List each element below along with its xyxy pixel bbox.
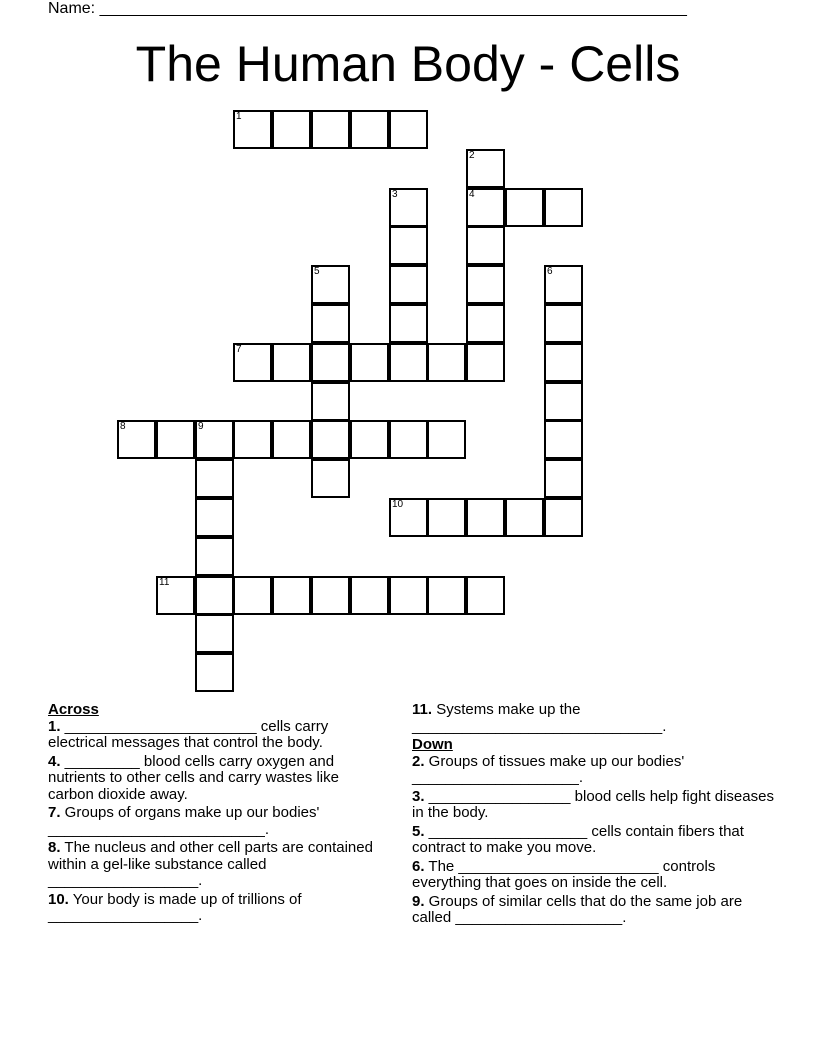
clue-across-1 <box>48 719 388 752</box>
cell-number: 1 <box>236 111 242 122</box>
crossword-cell[interactable] <box>195 420 234 459</box>
clue-number: 6. <box>412 857 425 875</box>
clue-text: Systems make up the ______________________________. <box>412 701 667 735</box>
across-heading: Across <box>48 701 99 718</box>
clue-text: Groups of similar cells that do the same job are called ____________________. <box>412 892 743 926</box>
clues-right-column <box>412 702 782 929</box>
crossword-cell[interactable] <box>233 576 272 615</box>
clue-text: The nucleus and other cell parts are contained within a gel-like substance called __________________. <box>48 839 373 889</box>
crossword-cell[interactable] <box>389 110 428 149</box>
crossword-cell[interactable] <box>505 188 544 227</box>
crossword-cell[interactable] <box>233 343 272 382</box>
crossword-cell[interactable] <box>466 576 505 615</box>
clues-left-column <box>48 702 388 927</box>
crossword-cell[interactable] <box>117 420 156 459</box>
clue-number: 5. <box>412 822 425 840</box>
clue-text: ___________________ cells contain fibers that contract to make you move. <box>412 822 744 856</box>
crossword-cell[interactable] <box>389 498 428 537</box>
crossword-cell[interactable] <box>427 576 466 615</box>
cell-number: 5 <box>314 266 320 277</box>
crossword-cell[interactable] <box>389 226 428 265</box>
crossword-cell[interactable] <box>311 420 350 459</box>
crossword-cell[interactable] <box>389 343 428 382</box>
crossword-cell[interactable] <box>544 343 583 382</box>
crossword-cell[interactable] <box>466 149 505 188</box>
crossword-cell[interactable] <box>272 576 311 615</box>
crossword-cell[interactable] <box>544 459 583 498</box>
crossword-cell[interactable] <box>195 459 234 498</box>
clue-down-5 <box>412 824 782 857</box>
clue-down-6 <box>412 859 782 892</box>
crossword-cell[interactable] <box>233 110 272 149</box>
crossword-cell[interactable] <box>311 110 350 149</box>
clue-text: The ________________________ controls everything that goes on inside the cell. <box>412 857 716 891</box>
crossword-cell[interactable] <box>389 576 428 615</box>
name-field-label: Name: __________________________________________________________________ <box>48 0 687 17</box>
crossword-cell[interactable] <box>195 537 234 576</box>
clue-number: 3. <box>412 787 425 805</box>
clue-number: 1. <box>48 717 61 735</box>
clue-text: _________ blood cells carry oxygen and nutrients to other cells and carry wastes like carbon dioxide away. <box>48 752 339 803</box>
clue-number: 8. <box>48 839 61 856</box>
clue-down-2 <box>412 754 782 787</box>
crossword-cell[interactable] <box>195 653 234 692</box>
crossword-cell[interactable] <box>466 188 505 227</box>
clue-across-4 <box>48 754 388 804</box>
cell-number: 10 <box>392 499 404 510</box>
crossword-cell[interactable] <box>389 304 428 343</box>
crossword-cell[interactable] <box>350 420 389 459</box>
cell-number: 6 <box>547 266 553 277</box>
crossword-cell[interactable] <box>466 265 505 304</box>
crossword-cell[interactable] <box>544 382 583 421</box>
crossword-cell[interactable] <box>272 420 311 459</box>
clue-number: 4. <box>48 752 61 770</box>
crossword-cell[interactable] <box>544 498 583 537</box>
crossword-cell[interactable] <box>466 304 505 343</box>
crossword-cell[interactable] <box>466 343 505 382</box>
cell-number: 7 <box>236 344 242 355</box>
crossword-cell[interactable] <box>233 420 272 459</box>
clue-text: _________________ blood cells help fight diseases in the body. <box>412 787 774 821</box>
crossword-cell[interactable] <box>544 420 583 459</box>
crossword-cell[interactable] <box>350 343 389 382</box>
puzzle-title: The Human Body - Cells <box>135 36 681 92</box>
clue-text: Groups of organs make up our bodies' __________________________. <box>48 804 320 838</box>
crossword-cell[interactable] <box>389 265 428 304</box>
cell-number: 2 <box>469 150 475 161</box>
crossword-cell[interactable] <box>389 188 428 227</box>
down-heading: Down <box>412 736 453 753</box>
clue-number: 7. <box>48 804 61 821</box>
crossword-cell[interactable] <box>311 265 350 304</box>
crossword-cell[interactable] <box>466 226 505 265</box>
clue-text: _______________________ cells carry electrical messages that control the body. <box>48 717 329 751</box>
clue-number: 2. <box>412 752 425 770</box>
crossword-cell[interactable] <box>272 343 311 382</box>
clue-number: 9. <box>412 892 425 910</box>
clue-across-8 <box>48 840 388 890</box>
cell-number: 11 <box>159 577 170 588</box>
crossword-cell[interactable] <box>427 498 466 537</box>
crossword-cell[interactable] <box>195 614 234 653</box>
crossword-cell[interactable] <box>272 110 311 149</box>
clue-text: Groups of tissues make up our bodies' ____________________. <box>412 752 685 786</box>
cell-number: 3 <box>392 189 398 200</box>
clue-text: Your body is made up of trillions of __________________. <box>48 890 302 924</box>
crossword-cell[interactable] <box>195 576 234 615</box>
clue-across-11 <box>412 702 782 735</box>
crossword-cell[interactable] <box>311 576 350 615</box>
crossword-cell[interactable] <box>544 304 583 343</box>
clue-number: 11. <box>412 701 433 718</box>
cell-number: 9 <box>198 421 204 432</box>
crossword-cell[interactable] <box>350 110 389 149</box>
crossword-cell[interactable] <box>350 576 389 615</box>
crossword-cell[interactable] <box>195 498 234 537</box>
crossword-cell[interactable] <box>544 188 583 227</box>
cell-number: 8 <box>120 421 126 432</box>
clue-number: 10. <box>48 890 69 908</box>
crossword-cell[interactable] <box>427 420 466 459</box>
crossword-cell[interactable] <box>427 343 466 382</box>
crossword-cell[interactable] <box>311 382 350 421</box>
crossword-cell[interactable] <box>156 576 195 615</box>
clue-across-10 <box>48 892 388 925</box>
crossword-cell[interactable] <box>505 498 544 537</box>
crossword-cell[interactable] <box>311 459 350 498</box>
crossword-cell[interactable] <box>466 498 505 537</box>
clue-down-9 <box>412 894 782 927</box>
cell-number: 4 <box>469 189 475 200</box>
crossword-cell[interactable] <box>311 304 350 343</box>
crossword-cell[interactable] <box>311 343 350 382</box>
crossword-cell[interactable] <box>544 265 583 304</box>
clue-across-7 <box>48 805 388 838</box>
clue-down-3 <box>412 789 782 822</box>
crossword-cell[interactable] <box>389 420 428 459</box>
crossword-cell[interactable] <box>156 420 195 459</box>
